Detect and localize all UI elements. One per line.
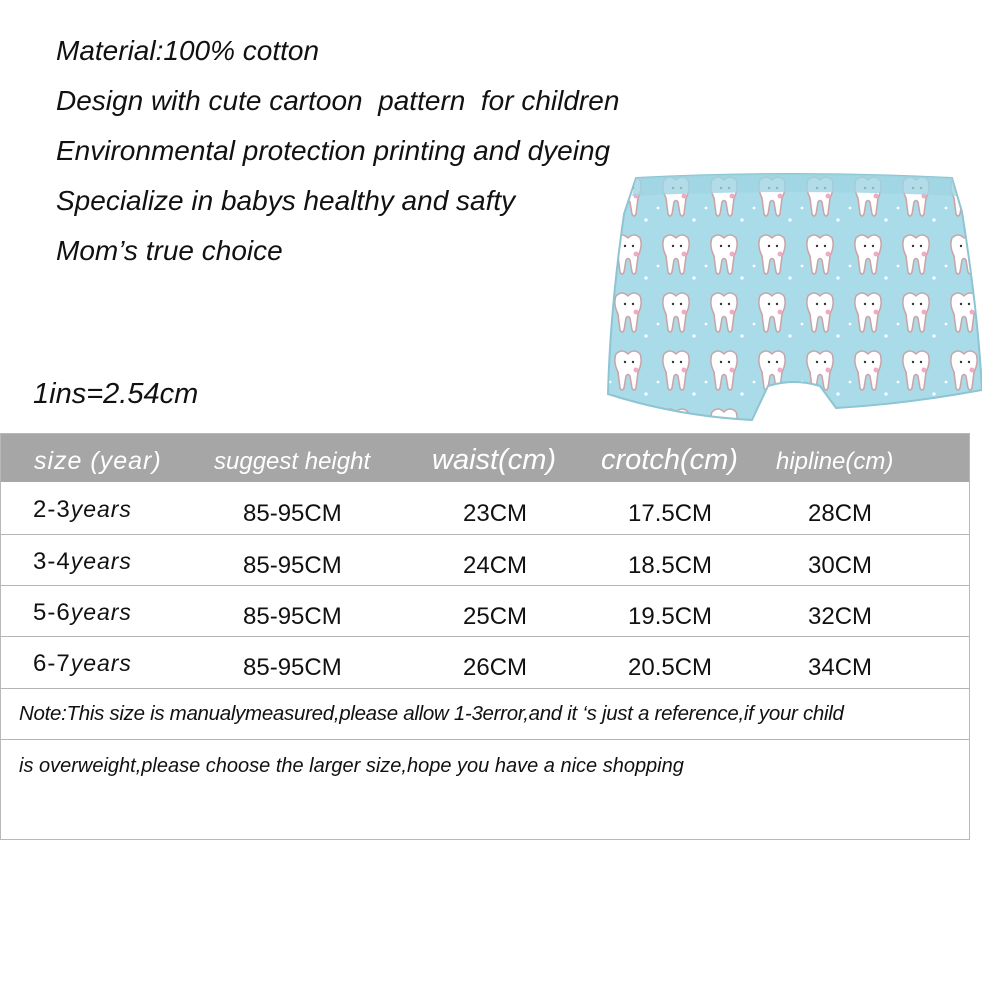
feature-printing: Environmental protection printing and dyeing (56, 135, 611, 166)
crotch-cell: 19.5CM (628, 603, 713, 630)
crotch-cell: 18.5CM (628, 552, 713, 579)
table-row (1, 636, 969, 689)
waist-cell: 23CM (463, 500, 528, 527)
crotch-cell: 20.5CM (628, 654, 713, 681)
note-row-1 (1, 688, 969, 740)
height-cell: 85-95CM (243, 500, 342, 527)
header-hipline: hipline(cm) (776, 448, 894, 475)
feature-material: Material:100% cotton (56, 35, 320, 66)
header-crotch: crotch(cm) (601, 444, 738, 476)
height-cell: 85-95CM (243, 654, 342, 681)
feature-choice: Mom’s true choice (56, 235, 283, 266)
hipline-cell: 28CM (808, 500, 873, 527)
feature-safety: Specialize in babys healthy and safty (56, 185, 516, 216)
table-row (1, 482, 969, 535)
crotch-cell: 17.5CM (628, 500, 713, 527)
waist-cell: 25CM (463, 603, 528, 630)
waist-cell: 24CM (463, 552, 528, 579)
unit-conversion: 1ins=2.54cm (33, 378, 199, 410)
size-cell: 5-6years (33, 599, 132, 626)
waist-cell: 26CM (463, 654, 528, 681)
size-cell: 3-4years (33, 548, 132, 575)
size-note-line-1: Note:This size is manualymeasured,please allow 1-3error,and it ‘s just a reference,if your child (19, 702, 844, 725)
size-cell: 2-3years (33, 496, 132, 523)
note-row-2 (1, 739, 969, 839)
table-row (1, 534, 969, 586)
feature-design: Design with cute cartoon pattern for children (56, 85, 620, 116)
hipline-cell: 34CM (808, 654, 873, 681)
size-cell: 6-7years (33, 650, 132, 677)
height-cell: 85-95CM (243, 552, 342, 579)
hipline-cell: 32CM (808, 603, 873, 630)
product-image-shorts (606, 172, 982, 424)
header-waist: waist(cm) (432, 444, 557, 476)
header-height: suggest height (214, 448, 371, 475)
height-cell: 85-95CM (243, 603, 342, 630)
table-row (1, 585, 969, 637)
hipline-cell: 30CM (808, 552, 873, 579)
shorts-body (608, 174, 982, 420)
header-size: size (year) (34, 447, 162, 475)
size-note-line-2: is overweight,please choose the larger size,hope you have a nice shopping (19, 755, 684, 777)
table-header (1, 434, 969, 482)
size-chart-table (0, 433, 970, 840)
